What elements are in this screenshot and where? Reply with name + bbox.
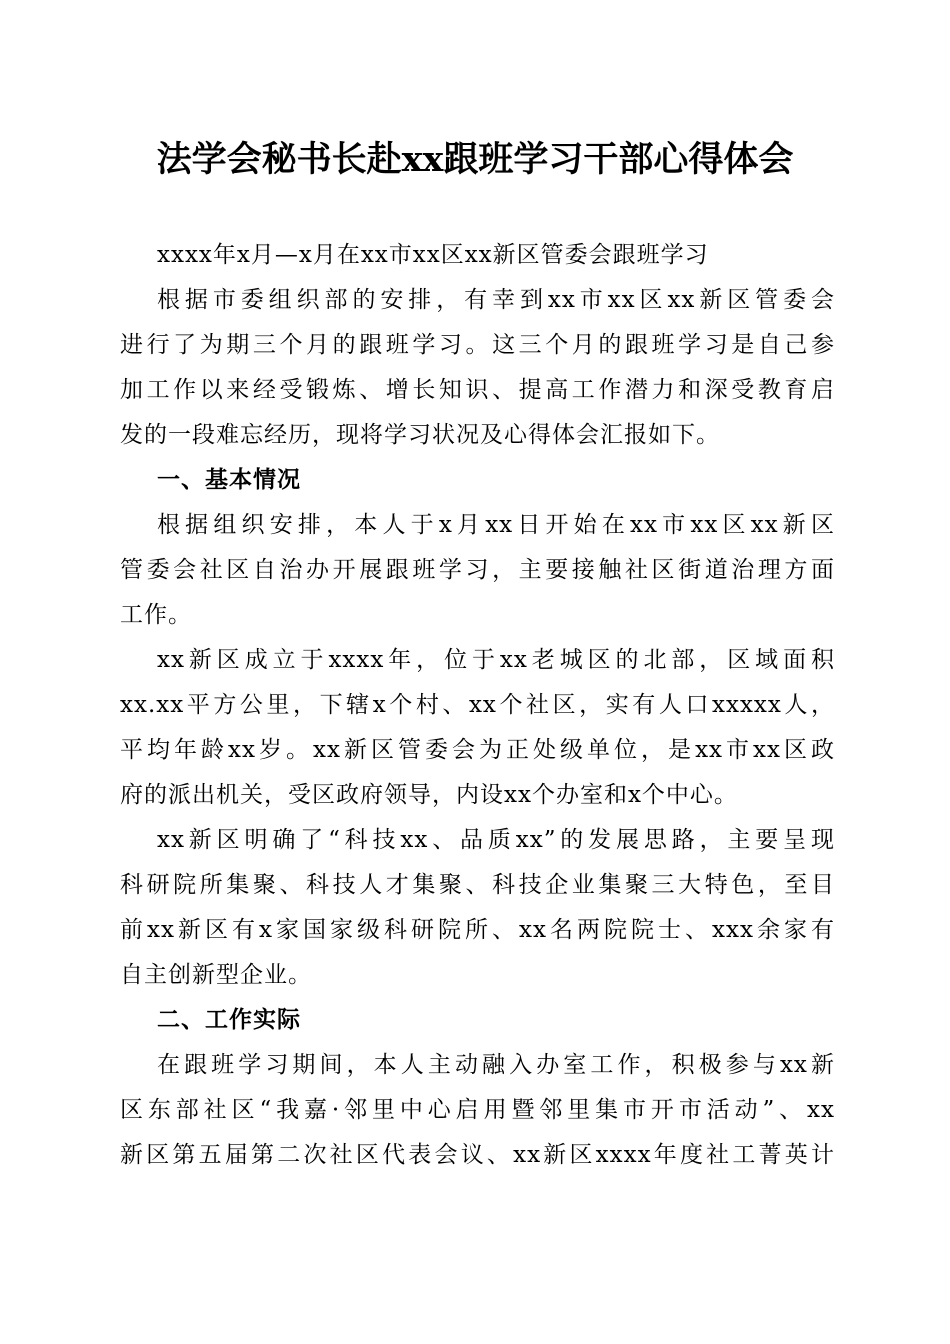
paragraph-line: 府的派出机关，受区政府领导，内设xx个办室和x个中心。 bbox=[120, 782, 738, 808]
document-title: 法学会秘书长赴xx跟班学习干部心得体会 bbox=[156, 139, 794, 180]
paragraph-line: 自主创新型企业。 bbox=[120, 962, 312, 988]
paragraph-line: 加工作以来经受锻炼、增长知识、提高工作潜力和深受教育启 bbox=[120, 377, 835, 403]
section-heading: 一、基本情况 bbox=[157, 467, 301, 493]
paragraph-line: 管委会社区自治办开展跟班学习，主要接触社区街道治理方面 bbox=[120, 557, 835, 583]
paragraph-line: 根据组织安排，本人于x月xx日开始在xx市xx区xx新区 bbox=[157, 512, 835, 538]
document-body bbox=[120, 233, 835, 1178]
paragraph-line: 在跟班学习期间，本人主动融入办室工作，积极参与xx新 bbox=[157, 1052, 835, 1078]
paragraph-line: 平均年龄xx岁。xx新区管委会为正处级单位，是xx市xx区政 bbox=[120, 737, 835, 763]
paragraph-line: 进行了为期三个月的跟班学习。这三个月的跟班学习是自己参 bbox=[120, 332, 835, 358]
section-heading: 二、工作实际 bbox=[157, 1007, 301, 1033]
paragraph-line: 工作。 bbox=[120, 602, 192, 628]
paragraph-line: xx新区明确了“科技xx、品质xx”的发展思路，主要呈现 bbox=[157, 827, 835, 853]
paragraph-line: 科研院所集聚、科技人才集聚、科技企业集聚三大特色，至目 bbox=[120, 872, 835, 898]
paragraph-line: 根据市委组织部的安排，有幸到xx市xx区xx新区管委会 bbox=[157, 287, 835, 313]
paragraph-line: xx新区成立于xxxx年，位于xx老城区的北部，区域面积 bbox=[157, 647, 835, 673]
paragraph-line: 发的一段难忘经历，现将学习状况及心得体会汇报如下。 bbox=[120, 422, 720, 448]
paragraph-line: xx.xx平方公里，下辖x个村、xx个社区，实有人口xxxxx人， bbox=[120, 692, 835, 718]
paragraph-line: 新区第五届第二次社区代表会议、xx新区xxxx年度社工菁英计 bbox=[120, 1142, 835, 1168]
paragraph-line: 区东部社区“我嘉·邻里中心启用暨邻里集市开市活动”、xx bbox=[120, 1097, 835, 1123]
paragraph-line: xxxx年x月—x月在xx市xx区xx新区管委会跟班学习 bbox=[157, 242, 709, 268]
paragraph-line: 前xx新区有x家国家级科研院所、xx名两院院士、xxx余家有 bbox=[120, 917, 835, 943]
